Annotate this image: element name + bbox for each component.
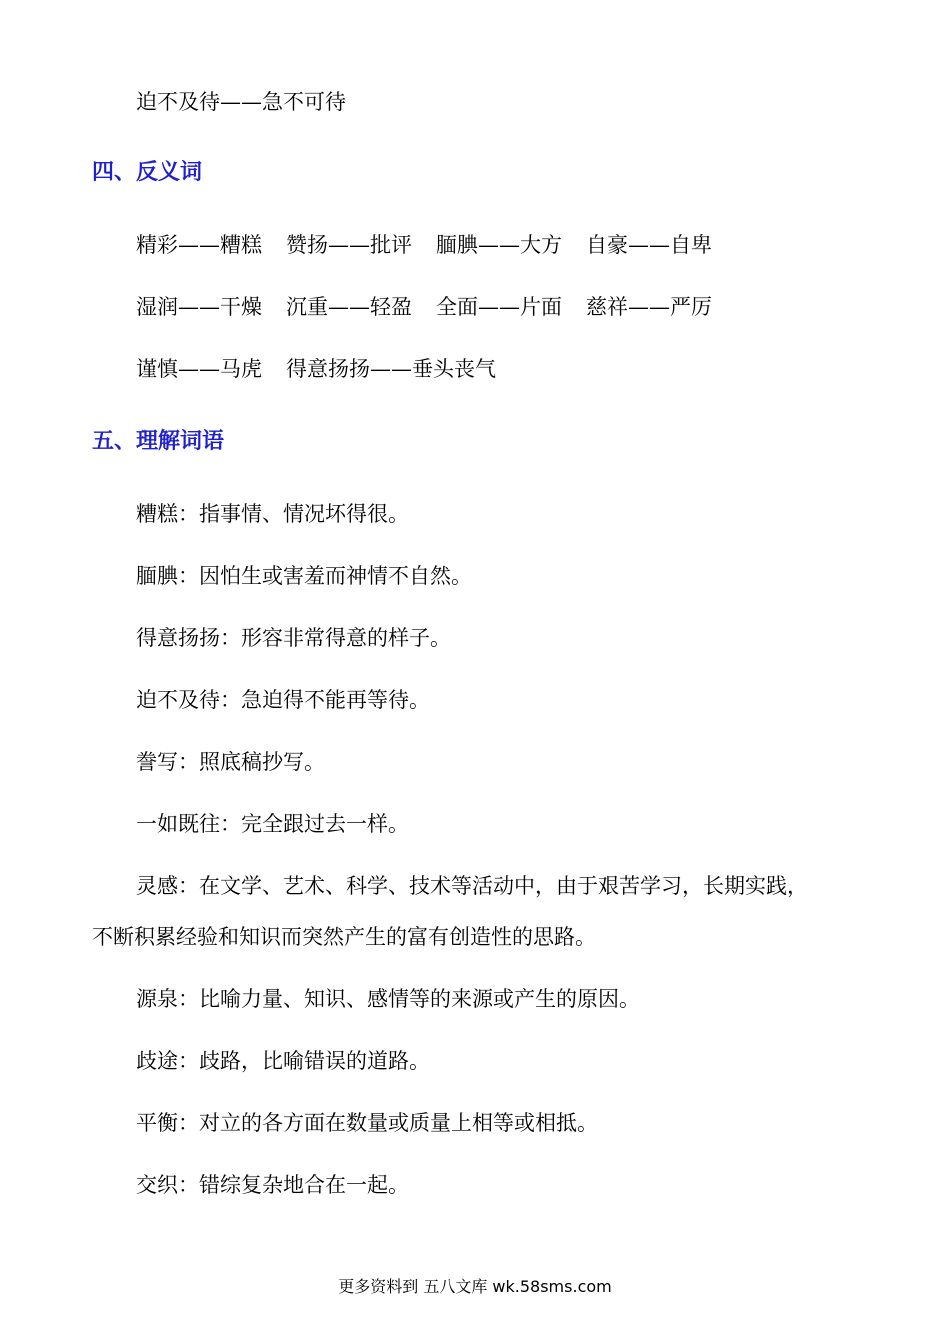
definition-item: 糟糕：指事情、情况坏得很。 (136, 502, 409, 526)
definition-item: 灵感：在文学、艺术、科学、技术等活动中，由于艰苦学习，长期实践， (136, 874, 808, 898)
definition-item: 一如既往：完全跟过去一样。 (136, 812, 409, 836)
antonym-pair: 赞扬——批评 (286, 233, 412, 257)
synonym-line: 迫不及待——急不可待 (136, 90, 346, 114)
antonym-pair: 慈祥——严厉 (586, 295, 712, 319)
definition-item: 得意扬扬：形容非常得意的样子。 (136, 626, 451, 650)
definition-item: 源泉：比喻力量、知识、感情等的来源或产生的原因。 (136, 987, 640, 1011)
antonym-pair: 精彩——糟糕 (136, 233, 262, 257)
footer-source-link[interactable]: 更多资料到 五八文库 wk.58sms.com (338, 1277, 612, 1296)
antonym-pair: 沉重——轻盈 (286, 295, 412, 319)
antonym-row (136, 231, 712, 259)
antonym-pair: 得意扬扬——垂头丧气 (286, 357, 496, 381)
antonym-row (136, 355, 496, 383)
definition-item: 迫不及待：急迫得不能再等待。 (136, 688, 430, 712)
antonym-pair: 自豪——自卑 (586, 233, 712, 257)
definition-item: 歧途：歧路，比喻错误的道路。 (136, 1049, 430, 1073)
definition-item: 腼腆：因怕生或害羞而神情不自然。 (136, 564, 472, 588)
antonym-row (136, 293, 712, 321)
antonym-pair: 腼腆——大方 (436, 233, 562, 257)
definition-item: 交织：错综复杂地合在一起。 (136, 1173, 409, 1197)
section-heading-vocabulary: 五、理解词语 (92, 429, 225, 454)
antonym-pair: 谨慎——马虎 (136, 357, 262, 381)
section-heading-antonyms: 四、反义词 (92, 160, 203, 185)
definition-item: 平衡：对立的各方面在数量或质量上相等或相抵。 (136, 1111, 598, 1135)
definition-item: 誊写：照底稿抄写。 (136, 750, 325, 774)
antonym-pair: 湿润——干燥 (136, 295, 262, 319)
antonym-pair: 全面——片面 (436, 295, 562, 319)
definition-item-continued: 不断积累经验和知识而突然产生的富有创造性的思路。 (92, 925, 596, 949)
